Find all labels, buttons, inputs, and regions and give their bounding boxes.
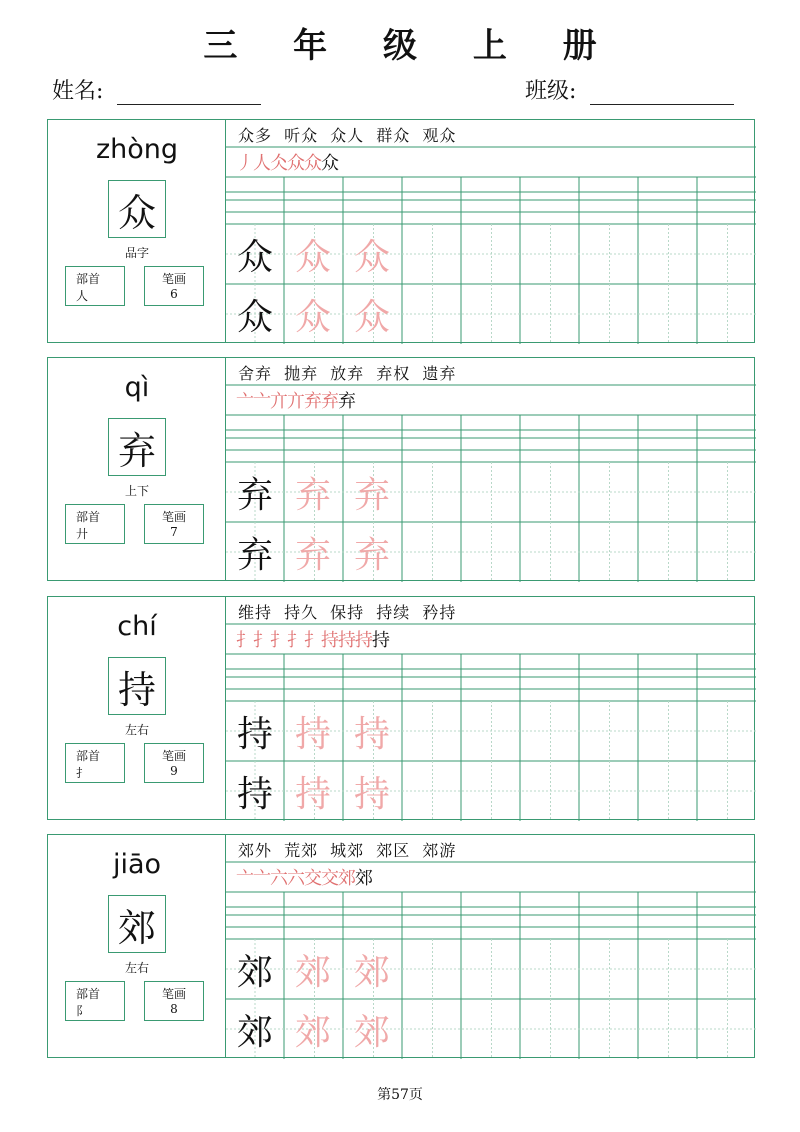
pinyin: jiāo [112,849,162,880]
structure-label: 左右 [124,961,149,975]
name-blank-line[interactable] [117,79,261,105]
trace-character: 持 [353,713,390,755]
character-box: 弃 [108,418,166,476]
strokes-label: 笔画 [161,987,186,1001]
stroke-step: 郊 [355,868,372,889]
model-character: 持 [236,773,273,815]
word-list: 维持 持久 保持 持续 矜持 [238,603,457,622]
model-character: 郊 [236,1011,273,1053]
stroke-step: 亠 [236,391,253,412]
character-box: 郊 [108,895,166,953]
stroke-order [236,626,389,652]
stroke-step: 弃 [304,391,321,412]
class-blank-line[interactable] [590,79,734,105]
model-character: 众 [236,236,273,278]
trace-character: 持 [294,773,331,815]
trace-character: 弃 [294,534,331,576]
pinyin: chí [117,611,157,642]
character-info [48,120,226,342]
trace-character: 持 [353,773,390,815]
radical-value: 阝 [76,1004,89,1018]
stroke-step: 持 [372,630,389,651]
stroke-order [236,387,355,413]
trace-character: 郊 [353,1011,390,1053]
stroke-step: 郊 [338,868,355,889]
strokes-label: 笔画 [161,272,186,286]
class-field[interactable] [525,74,734,105]
character-box: 持 [108,657,166,715]
character-card [47,834,755,1058]
strokes-value: 6 [170,287,178,301]
trace-character: 持 [294,713,331,755]
character-info [48,597,226,819]
character-card [47,596,755,820]
radical-box [65,504,125,544]
stroke-step: 持 [338,630,355,651]
stroke-step: 亣 [287,391,304,412]
strokes-box [144,266,204,306]
radical-label: 部首 [76,749,101,763]
stroke-step: 持 [321,630,338,651]
stroke-step: 众 [287,153,304,174]
character-card [47,119,755,343]
trace-character: 弃 [294,474,331,516]
page-number: 第57页 [377,1087,423,1103]
trace-character: 弃 [353,534,390,576]
radical-label: 部首 [76,272,101,286]
stroke-step: 扌 [270,630,287,651]
page-title: 三 年 级 上 册 [203,26,619,66]
stroke-step: 六 [287,868,304,889]
structure-label: 上下 [124,484,149,498]
stroke-step: 扌 [304,630,321,651]
name-label: 姓名: [52,79,104,104]
strokes-box [144,981,204,1021]
trace-character: 众 [294,236,331,278]
character-card [47,357,755,581]
radical-label: 部首 [76,510,101,524]
trace-character: 弃 [353,474,390,516]
radical-box [65,266,125,306]
pinyin: zhòng [95,134,179,165]
class-label: 班级: [525,79,577,104]
stroke-step: 交 [304,868,321,889]
word-list: 郊外 荒郊 城郊 郊区 郊游 [238,841,457,860]
stroke-step: 人 [253,153,270,174]
strokes-value: 9 [170,764,178,778]
practice-area [226,120,756,342]
model-character: 弃 [236,474,273,516]
stroke-step: 丿 [236,153,253,174]
stroke-step: 亠 [253,868,270,889]
stroke-step: 亠 [236,868,253,889]
trace-character: 郊 [294,1011,331,1053]
radical-box [65,743,125,783]
trace-character: 郊 [353,951,390,993]
strokes-box [144,743,204,783]
stroke-step: 六 [270,868,287,889]
radical-box [65,981,125,1021]
practice-area [226,597,756,819]
trace-character: 众 [353,236,390,278]
stroke-order [236,864,372,890]
stroke-step: 扌 [236,630,253,651]
stroke-step: 交 [321,868,338,889]
stroke-step: 众 [321,153,338,174]
trace-character: 郊 [294,951,331,993]
word-list: 舍弃 抛弃 放弃 弃权 遗弃 [238,364,457,383]
stroke-order [236,149,338,175]
stroke-step: 持 [355,630,372,651]
structure-label: 品字 [124,246,149,260]
stroke-step: 亣 [270,391,287,412]
radical-value: 廾 [76,527,89,541]
radical-label: 部首 [76,987,101,1001]
character-box: 众 [108,180,166,238]
model-character: 弃 [236,534,273,576]
practice-area [226,358,756,580]
character-info [48,358,226,580]
radical-value: 扌 [76,766,89,780]
strokes-label: 笔画 [161,510,186,524]
model-character: 众 [236,296,273,338]
word-list: 众多 听众 众人 群众 观众 [238,126,457,145]
structure-label: 左右 [124,723,149,737]
pinyin: qì [124,372,150,403]
strokes-value: 7 [170,525,178,539]
stroke-step: 扌 [253,630,270,651]
trace-character: 众 [353,296,390,338]
strokes-value: 8 [170,1002,178,1016]
strokes-box [144,504,204,544]
trace-character: 众 [294,296,331,338]
practice-area [226,835,756,1057]
model-character: 持 [236,713,273,755]
name-field[interactable] [52,74,261,105]
stroke-step: 众 [304,153,321,174]
character-info [48,835,226,1057]
strokes-label: 笔画 [161,749,186,763]
stroke-step: 扌 [287,630,304,651]
stroke-step: 弃 [321,391,338,412]
stroke-step: 仌 [270,153,287,174]
model-character: 郊 [236,951,273,993]
stroke-step: 弃 [338,391,355,412]
stroke-step: 亠 [253,391,270,412]
radical-value: 人 [76,289,89,303]
